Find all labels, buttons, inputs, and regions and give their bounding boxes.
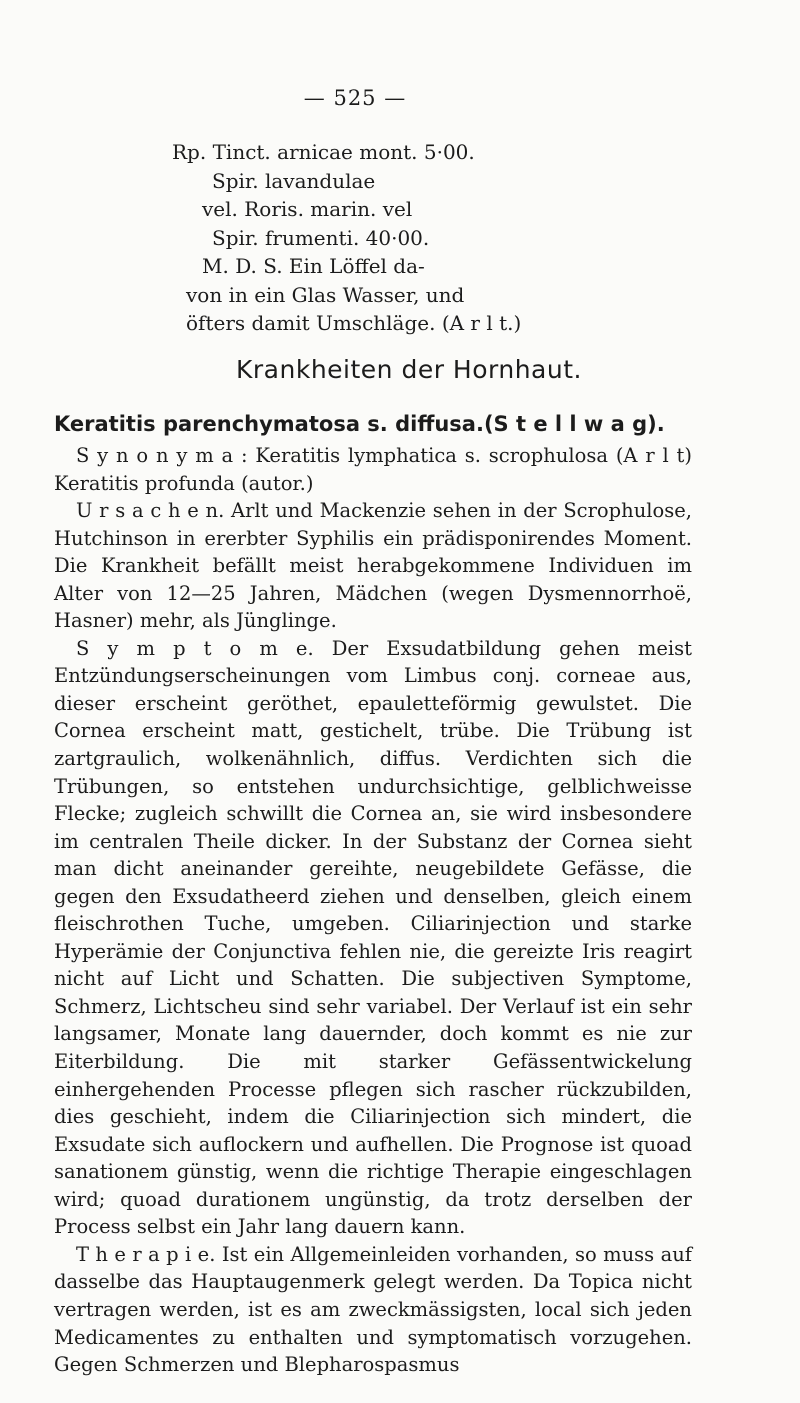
synonyma-text: Keratitis lymphatica s. scrophulosa (A r l t) Keratitis profunda (autor.) (54, 444, 692, 495)
page-number: — 525 — (303, 86, 407, 110)
ursachen-label: U r s a c h e n. (76, 499, 225, 523)
paragraph-ursachen (54, 497, 692, 635)
recipe-line: M. D. S. Ein Löffel da- (202, 254, 425, 278)
paragraph-synonyma (54, 442, 692, 497)
heading-main: Keratitis parenchymatosa s. diffusa. (54, 412, 484, 436)
section-title: Krankheiten der Hornhaut. (236, 355, 582, 384)
therapie-text: Ist ein Allgemeinleiden vorhanden, so muss auf dasselbe das Hauptaugenmerk gelegt werden. Da Topica nicht vertragen werden, ist es am zweckmässigsten, local sich jeden Medicamentes zu enthalten und symptomatisch vorzugehen. Gegen Schmerzen und Blepharospasmus (54, 1242, 692, 1377)
synonyma-label: S y n o n y m a : (76, 444, 248, 467)
recipe-line: Spir. lavandulae (212, 168, 376, 193)
symptome-label: S y m p t o m e. (76, 636, 314, 660)
paragraph-therapie (54, 1241, 692, 1379)
recipe-line: Rp. Tinct. arnicae mont. 5·00. (172, 140, 475, 164)
recipe-line: öfters damit Umschläge. (A r l t.) (186, 311, 522, 335)
recipe-line: vel. Roris. marin. vel (202, 197, 413, 221)
paragraph-symptome (54, 635, 692, 1241)
article-heading (54, 408, 692, 440)
article-body (54, 408, 692, 1379)
recipe-line: Spir. frumenti. 40·00. (212, 225, 430, 250)
therapie-label: T h e r a p i e. (76, 1242, 216, 1266)
ursachen-text: Arlt und Mackenzie sehen in der Scrophulose, Hutchinson in ererbter Syphilis ein prädisponirendes Moment. Die Krankheit befällt meist herabgekommene Individuen im Alter von 12—25 Jahren, Mädchen (wegen Dysmennorrhoë, Hasner) mehr, als Jünglinge. (54, 499, 692, 633)
recipe-line: von in ein Glas Wasser, und (186, 282, 465, 307)
heading-author: (S t e l l w a g). (483, 412, 665, 436)
recipe-block (172, 138, 732, 338)
symptome-text: Der Exsudatbildung gehen meist Entzündungserscheinungen vom Limbus conj. corneae aus, dieser erscheint geröthet, epauletteförmig gewulstet. Die Cornea erscheint matt, gestichelt, trübe. Die Trübung ist zartgraulich, wolkenähnlich, diffus. Verdichten sich die Trübungen, so entstehen undurchsichtige, gelblichweisse Flecke; zugleich schwillt die Cornea an, sie wird insbesondere im centralen Theile dicker. In der Substanz der Cornea sieht man dicht aneinander gereihte, neugebildete Gefässe, die gegen den Exsudatheerd ziehen und denselben, gleich einem fleischrothen Tuche, umgeben. Ciliarinjection und starke Hyperämie der Conjunctiva fehlen nie, die gereizte Iris reagirt nicht auf Licht und Schatten. Die subjectiven Symptome, Schmerz, Lichtscheu sind sehr variabel. Der Verlauf ist ein sehr langsamer, Monate lang dauernder, doch kommt es nie zur Eiterbildung. Die mit starker Gefässentwickelung einhergehenden Processe pflegen sich rascher rückzubilden, dies geschieht, indem die Ciliarinjection sich mindert, die Exsudate sich auflockern und aufhellen. Die Prognose ist quoad sanationem günstig, wenn die richtige Therapie eingeschlagen wird; quoad durationem ungünstig, da trotz derselben der Process selbst ein Jahr lang dauern kann. (54, 636, 692, 1239)
